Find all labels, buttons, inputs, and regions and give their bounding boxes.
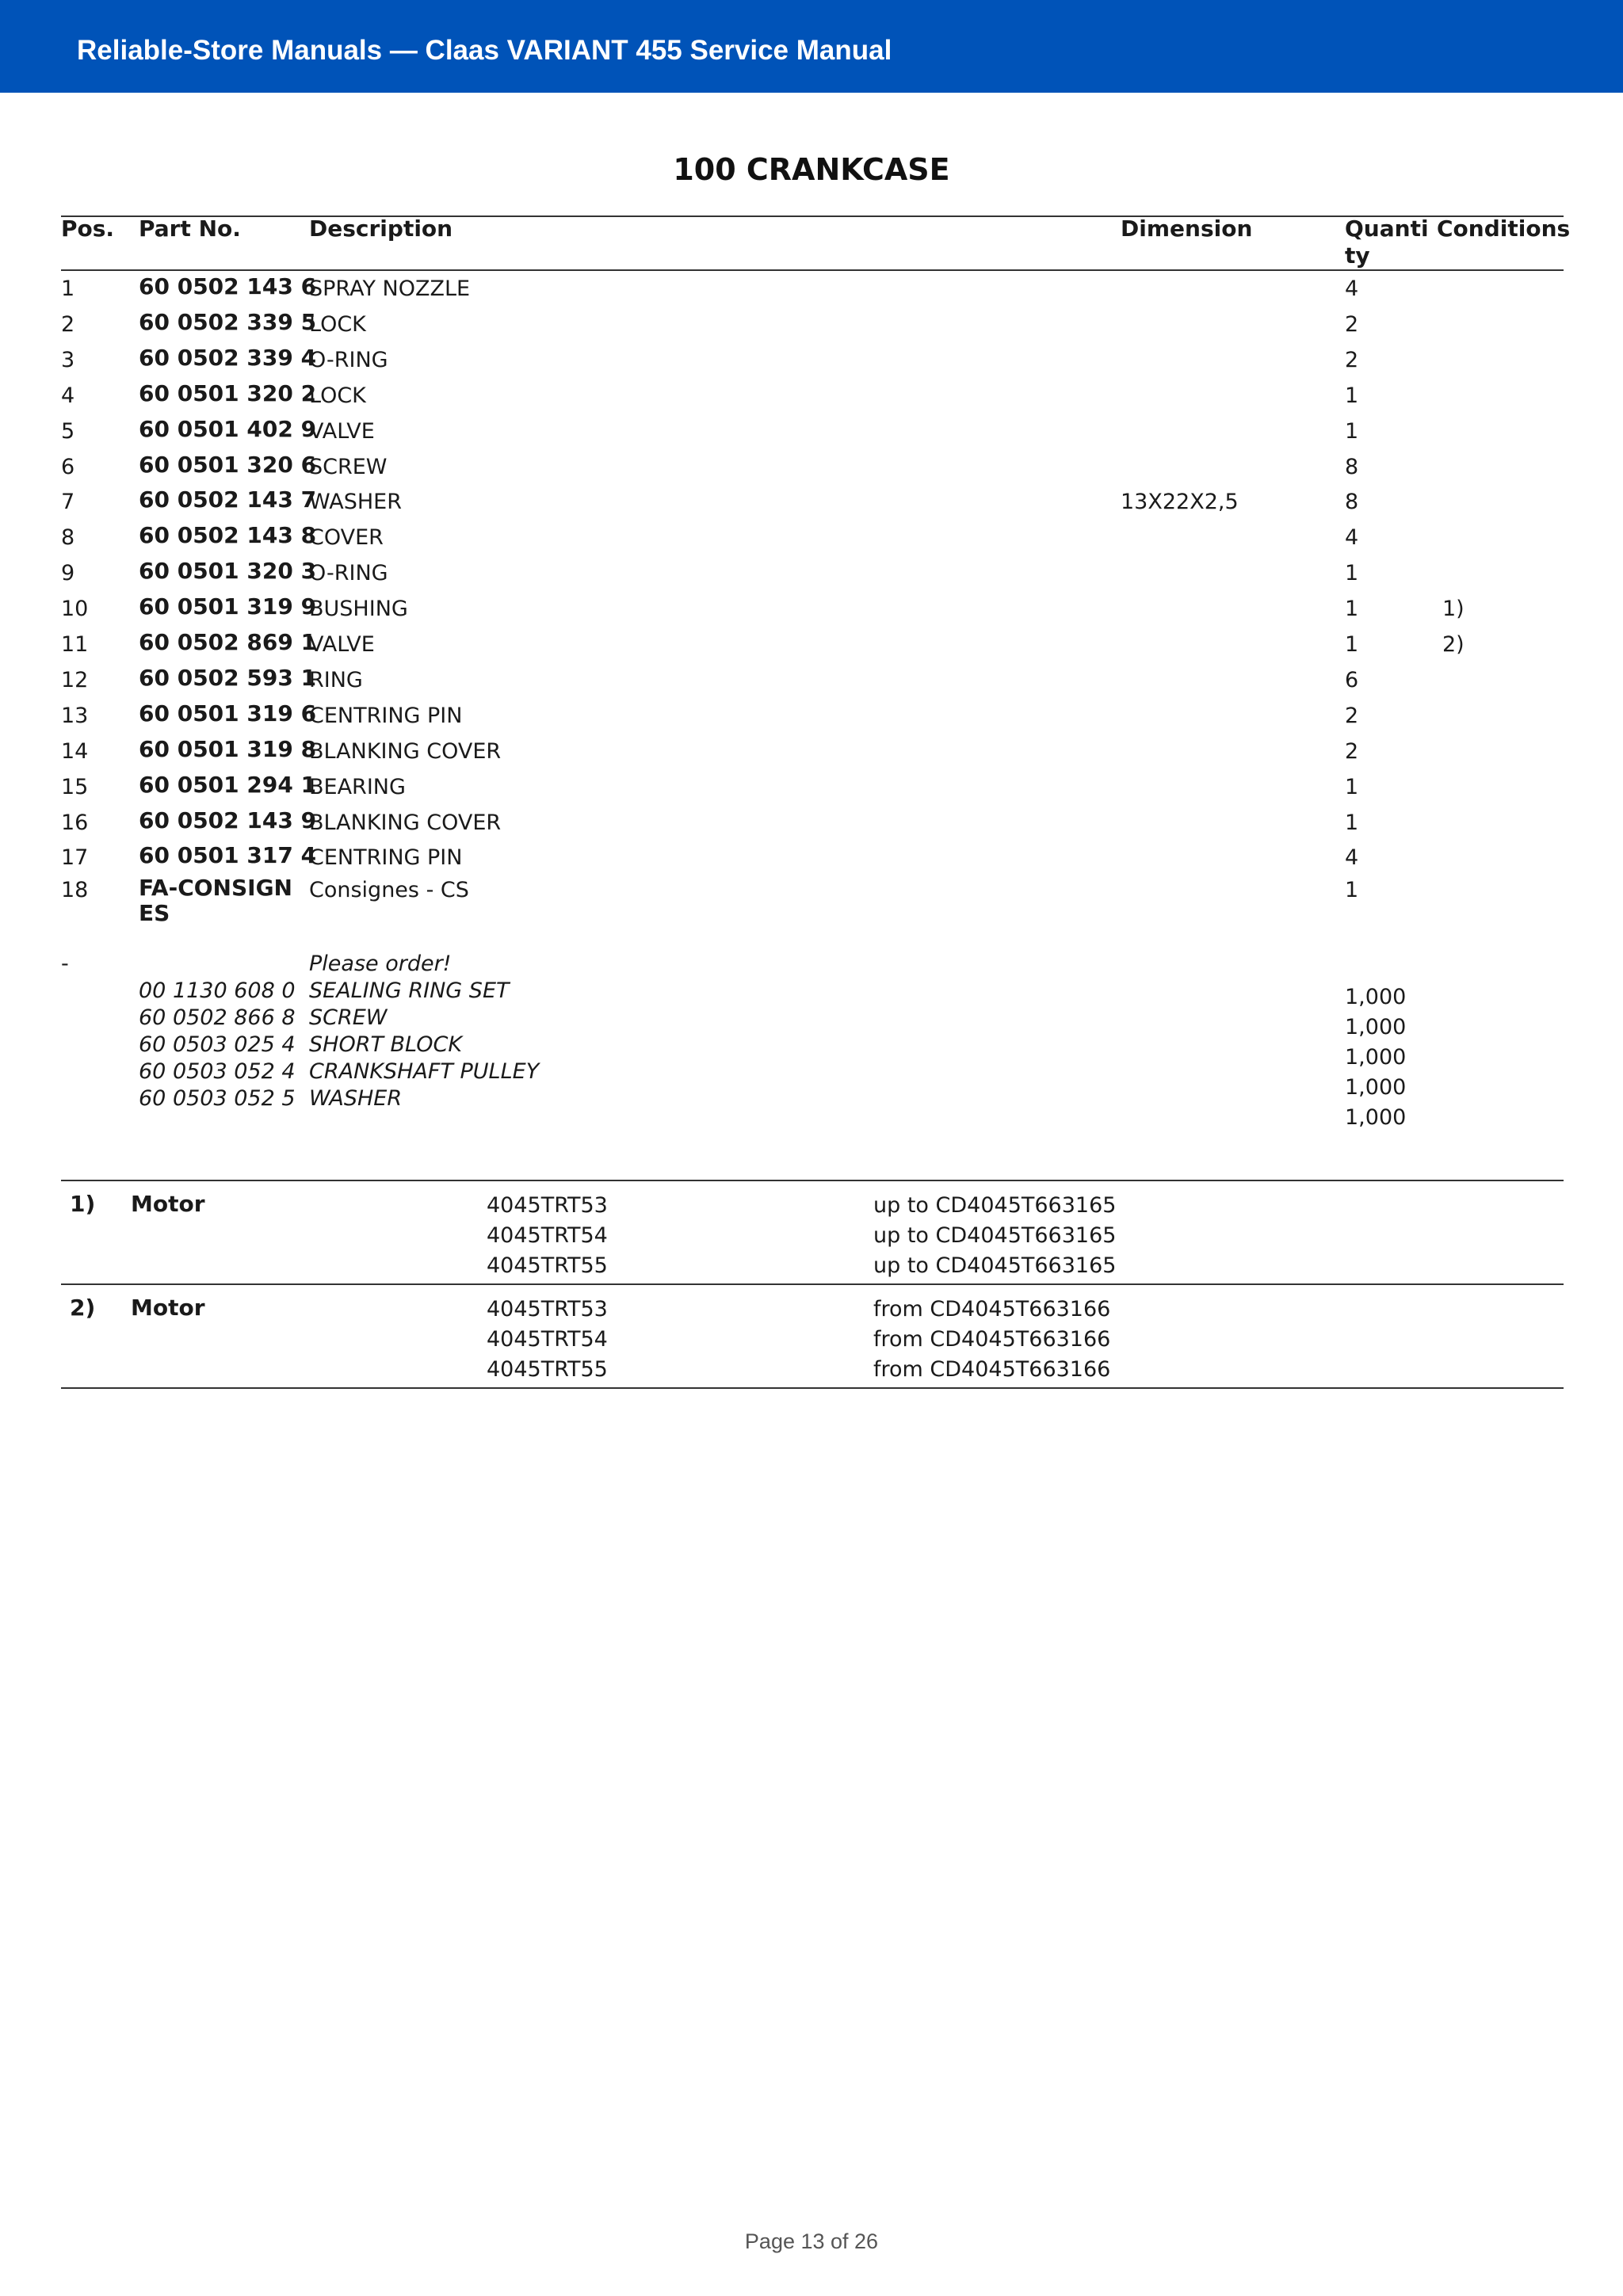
row-quantity: 8 bbox=[1345, 455, 1359, 479]
column-header-part-no: Part No. bbox=[139, 215, 241, 242]
column-header-description: Description bbox=[309, 215, 453, 242]
row-description: VALVE bbox=[309, 419, 375, 444]
row-description: BLANKING COVER bbox=[309, 810, 502, 835]
footnote-entry-model: 4045TRT53 bbox=[487, 1193, 608, 1218]
row-quantity: 2 bbox=[1345, 704, 1359, 728]
row-condition: 2) bbox=[1442, 632, 1465, 657]
column-header-quantity-line1: Quanti bbox=[1345, 215, 1429, 242]
row-part-no: 60 0501 320 2 bbox=[139, 380, 317, 406]
footnote-entry-model: 4045TRT55 bbox=[487, 1253, 608, 1278]
footnote-number: 1) bbox=[70, 1191, 96, 1217]
order-item-quantity: 1,000 bbox=[1345, 985, 1407, 1009]
row-quantity: 1 bbox=[1345, 632, 1359, 657]
row-part-no: 60 0502 143 7 bbox=[139, 486, 317, 513]
order-item-description: SEALING RING SET bbox=[309, 978, 510, 1003]
row-description: RING bbox=[309, 668, 363, 692]
row-part-no: 60 0502 143 6 bbox=[139, 273, 317, 299]
row18-part-no-line2: ES bbox=[139, 900, 170, 926]
row-description: O-RING bbox=[309, 561, 388, 585]
row-part-no: 60 0502 869 1 bbox=[139, 629, 317, 655]
row-pos: 17 bbox=[61, 845, 89, 870]
column-header-conditions: Conditions bbox=[1437, 215, 1571, 242]
row-quantity: 1 bbox=[1345, 775, 1359, 799]
order-item-description: CRANKSHAFT PULLEY bbox=[309, 1059, 540, 1084]
row-part-no: 60 0501 319 8 bbox=[139, 736, 317, 762]
footnote-entry-range: from CD4045T663166 bbox=[873, 1297, 1111, 1322]
row18-quantity: 1 bbox=[1345, 878, 1359, 902]
order-item-description: SHORT BLOCK bbox=[309, 1032, 463, 1057]
row-quantity: 4 bbox=[1345, 277, 1359, 301]
row-description: WASHER bbox=[309, 490, 402, 514]
row-description: BLANKING COVER bbox=[309, 739, 502, 764]
row-part-no: 60 0502 593 1 bbox=[139, 665, 317, 691]
row-quantity: 1 bbox=[1345, 561, 1359, 585]
row-pos: 7 bbox=[61, 490, 75, 514]
order-item-quantity: 1,000 bbox=[1345, 1075, 1407, 1100]
row-quantity: 4 bbox=[1345, 525, 1359, 550]
row-part-no: 60 0502 143 9 bbox=[139, 807, 317, 833]
row-part-no: 60 0501 319 6 bbox=[139, 700, 317, 727]
order-item-quantity: 1,000 bbox=[1345, 1105, 1407, 1130]
row-quantity: 6 bbox=[1345, 668, 1359, 692]
footnote-label: Motor bbox=[131, 1191, 205, 1217]
row-pos: 13 bbox=[61, 704, 89, 728]
row-condition: 1) bbox=[1442, 597, 1465, 621]
row-part-no: 60 0502 339 4 bbox=[139, 345, 317, 371]
order-item-quantity: 1,000 bbox=[1345, 1015, 1407, 1039]
footnote-entry-model: 4045TRT54 bbox=[487, 1223, 608, 1248]
order-block-heading: Please order! bbox=[309, 952, 452, 976]
row-description: BUSHING bbox=[309, 597, 408, 621]
order-item-part-no: 60 0503 025 4 bbox=[139, 1032, 296, 1057]
row-description: LOCK bbox=[309, 383, 366, 408]
footnote-number: 2) bbox=[70, 1295, 96, 1321]
row-description: VALVE bbox=[309, 632, 375, 657]
header-title: Reliable-Store Manuals — Claas VARIANT 455 Service Manual bbox=[77, 35, 892, 66]
row18-pos: 18 bbox=[61, 878, 89, 902]
row-pos: 2 bbox=[61, 312, 75, 337]
row-pos: 6 bbox=[61, 455, 75, 479]
row-dimension: 13X22X2,5 bbox=[1121, 490, 1239, 514]
row-pos: 14 bbox=[61, 739, 89, 764]
order-item-description: SCREW bbox=[309, 1005, 388, 1030]
row-pos: 4 bbox=[61, 383, 75, 408]
column-header-pos: Pos. bbox=[61, 215, 115, 242]
row-part-no: 60 0501 317 4 bbox=[139, 842, 317, 868]
footnote-entry-model: 4045TRT53 bbox=[487, 1297, 608, 1322]
footnote-rule bbox=[61, 1283, 1564, 1285]
row-description: LOCK bbox=[309, 312, 366, 337]
row-description: O-RING bbox=[309, 348, 388, 372]
order-item-part-no: 00 1130 608 0 bbox=[139, 978, 296, 1003]
table-header-rule bbox=[61, 269, 1564, 271]
row-pos: 9 bbox=[61, 561, 75, 585]
row-pos: 1 bbox=[61, 277, 75, 301]
row-description: SCREW bbox=[309, 455, 388, 479]
footnote-entry-model: 4045TRT55 bbox=[487, 1357, 608, 1382]
order-item-part-no: 60 0502 866 8 bbox=[139, 1005, 296, 1030]
row-part-no: 60 0501 294 1 bbox=[139, 772, 317, 798]
row-part-no: 60 0501 320 3 bbox=[139, 558, 317, 584]
row-description: SPRAY NOZZLE bbox=[309, 277, 471, 301]
footnote-entry-range: up to CD4045T663165 bbox=[873, 1223, 1117, 1248]
row-description: BEARING bbox=[309, 775, 406, 799]
row-pos: 15 bbox=[61, 775, 89, 799]
column-header-dimension: Dimension bbox=[1121, 215, 1253, 242]
row-description: CENTRING PIN bbox=[309, 845, 463, 870]
footnote-rule bbox=[61, 1387, 1564, 1389]
row-pos: 3 bbox=[61, 348, 75, 372]
row-pos: 10 bbox=[61, 597, 89, 621]
row-part-no: 60 0501 319 9 bbox=[139, 593, 317, 620]
row-description: CENTRING PIN bbox=[309, 704, 463, 728]
row-quantity: 1 bbox=[1345, 810, 1359, 835]
row-quantity: 1 bbox=[1345, 383, 1359, 408]
row-quantity: 1 bbox=[1345, 419, 1359, 444]
page-title: 100 CRANKCASE bbox=[673, 152, 950, 187]
row-quantity: 1 bbox=[1345, 597, 1359, 621]
row18-part-no-line1: FA-CONSIGN bbox=[139, 875, 292, 901]
row-quantity: 2 bbox=[1345, 312, 1359, 337]
column-header-quantity bbox=[1345, 215, 1429, 269]
row-quantity: 4 bbox=[1345, 845, 1359, 870]
row-quantity: 8 bbox=[1345, 490, 1359, 514]
row18-description: Consignes - CS bbox=[309, 878, 469, 902]
row-part-no: 60 0502 143 8 bbox=[139, 522, 317, 548]
row-quantity: 2 bbox=[1345, 348, 1359, 372]
order-item-part-no: 60 0503 052 5 bbox=[139, 1086, 296, 1111]
footnote-top-rule bbox=[61, 1180, 1564, 1181]
order-item-quantity: 1,000 bbox=[1345, 1045, 1407, 1070]
row-pos: 8 bbox=[61, 525, 75, 550]
footnote-entry-range: up to CD4045T663165 bbox=[873, 1253, 1117, 1278]
footnote-entry-range: from CD4045T663166 bbox=[873, 1357, 1111, 1382]
row-pos: 5 bbox=[61, 419, 75, 444]
footnote-label: Motor bbox=[131, 1295, 205, 1321]
order-item-description: WASHER bbox=[309, 1086, 403, 1111]
row-part-no: 60 0501 320 6 bbox=[139, 452, 317, 478]
order-item-part-no: 60 0503 052 4 bbox=[139, 1059, 296, 1084]
row-pos: 11 bbox=[61, 632, 89, 657]
row-pos: 16 bbox=[61, 810, 89, 835]
row-quantity: 2 bbox=[1345, 739, 1359, 764]
table-top-rule bbox=[61, 215, 1564, 217]
column-header-quantity-line2: ty bbox=[1345, 242, 1370, 269]
row-description: COVER bbox=[309, 525, 384, 550]
page-number: Page 13 of 26 bbox=[744, 2229, 879, 2253]
footnote-entry-range: up to CD4045T663165 bbox=[873, 1193, 1117, 1218]
row-part-no: 60 0502 339 5 bbox=[139, 309, 317, 335]
row-part-no: 60 0501 402 9 bbox=[139, 416, 317, 442]
footnote-entry-range: from CD4045T663166 bbox=[873, 1327, 1111, 1352]
footnote-entry-model: 4045TRT54 bbox=[487, 1327, 608, 1352]
order-block-pos: - bbox=[61, 952, 69, 976]
row-pos: 12 bbox=[61, 668, 89, 692]
